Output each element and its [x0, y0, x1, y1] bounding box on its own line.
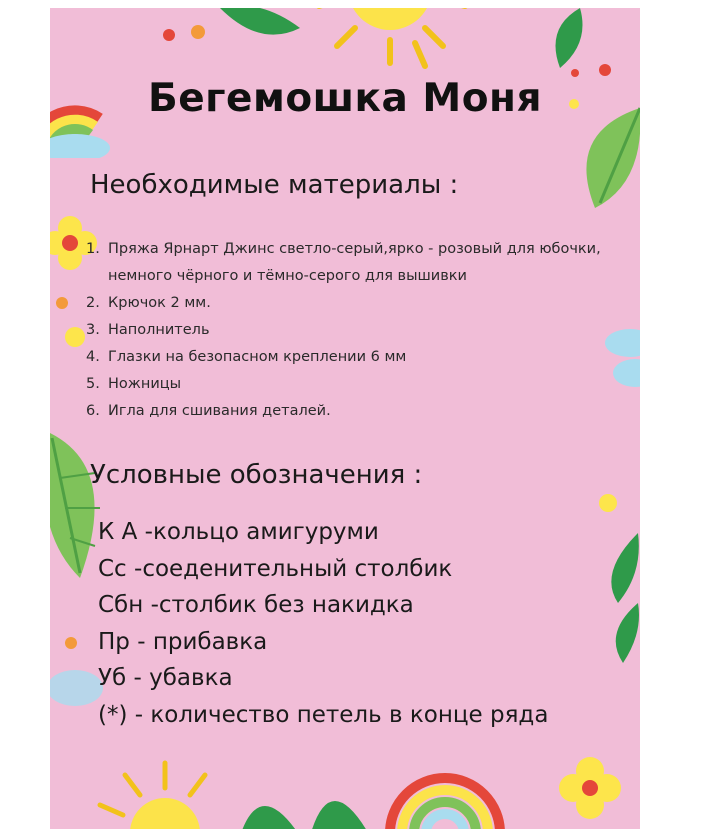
list-item [86, 290, 626, 317]
dot-icon [55, 296, 69, 310]
leaf-icon [598, 533, 640, 663]
list-item-number: 5. [86, 376, 100, 392]
leaf-icon [220, 8, 300, 48]
list-item: К А -кольцо амигуруми [98, 519, 379, 545]
list-item [86, 371, 626, 398]
recipe-card [50, 8, 640, 829]
page-title: Бегемошка Моня [147, 76, 543, 121]
dot-icon [64, 636, 78, 650]
list-item-number: 4. [86, 349, 100, 365]
dot-icon [190, 24, 206, 40]
symbols-heading: Условные обозначения : [90, 460, 423, 490]
list-item: Сс -соеденительный столбик [98, 555, 453, 582]
list-item [86, 236, 626, 290]
list-item-text: Наполнитель [108, 322, 210, 338]
list-item [86, 317, 626, 344]
sun-bottom-decoration [95, 753, 235, 829]
leaf-icon [240, 766, 370, 829]
list-item-number: 3. [86, 322, 100, 338]
list-item-text: Игла для сшивания деталей. [108, 403, 331, 419]
list-item-text: Глазки на безопасном креплении 6 мм [108, 349, 407, 365]
list-item: Сбн -столбик без накидка [98, 592, 414, 618]
cloud-icon [50, 663, 105, 713]
materials-heading: Необходимые материалы : [90, 170, 459, 200]
dot-icon [64, 326, 86, 348]
list-item [86, 344, 626, 371]
list-item-text: Пряжа Ярнарт Джинс светло-серый,ярко - розовый для юбочки, немного чёрного и тёмно-серого для вышивки [108, 241, 601, 284]
dot-icon [598, 63, 612, 77]
list-item [86, 398, 626, 425]
leaf-icon [550, 8, 590, 68]
list-item-number: 2. [86, 295, 100, 311]
dot-icon [598, 493, 618, 513]
list-item-text: Ножницы [108, 376, 182, 392]
list-item-text: Крючок 2 мм. [108, 295, 211, 311]
list-item: Пр - прибавка [98, 628, 268, 655]
list-item: Уб - убавка [98, 665, 233, 691]
symbols-list [98, 514, 548, 733]
list-item-number: 1. [86, 241, 100, 257]
dot-icon [162, 28, 176, 42]
list-item-number: 6. [86, 403, 100, 419]
rainbow-icon [380, 773, 510, 829]
list-item: (*) - количество петель в конце ряда [98, 701, 549, 728]
materials-list [86, 236, 626, 425]
flower-icon [555, 753, 625, 823]
